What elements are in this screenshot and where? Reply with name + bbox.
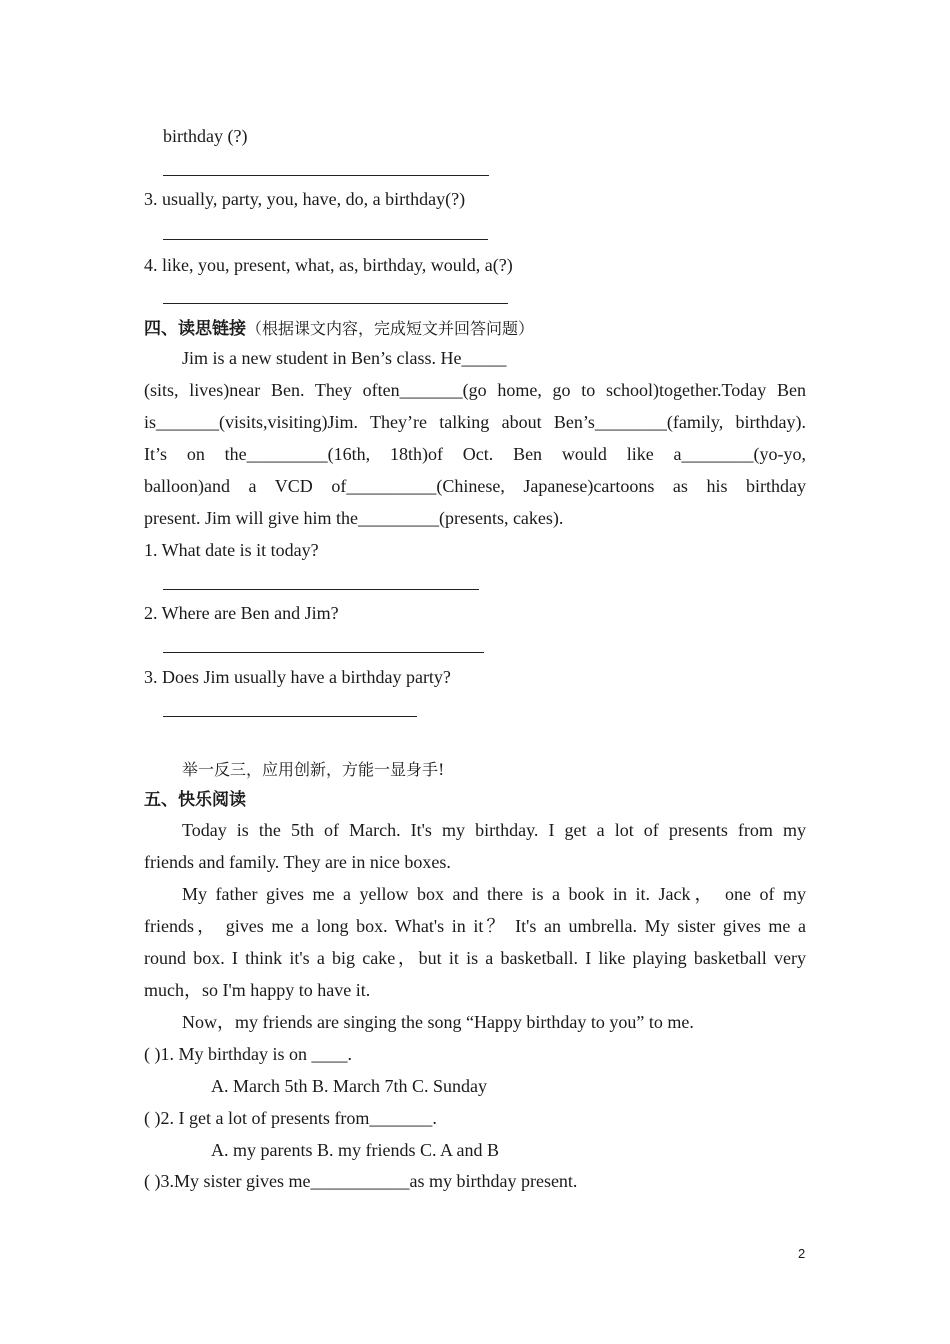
answer-line xyxy=(163,239,488,240)
passage-line: present. Jim will give him the_________(presents, cakes). xyxy=(144,508,564,528)
section-4-note: （根据课文内容，完成短文并回答问题） xyxy=(246,319,535,338)
mc-options-2: A. my parents B. my friends C. A and B xyxy=(211,1140,499,1160)
reading-line: My father gives me a yellow box and there is a book in it. Jack， one of my xyxy=(182,884,806,904)
answer-line xyxy=(163,716,417,717)
passage-line: (sits, lives)near Ben. They often_______(go home, go to school)together.Today Ben xyxy=(144,380,806,400)
mc-question-1: ( )1. My birthday is on ____. xyxy=(144,1044,352,1064)
reading-line: Now，my friends are singing the song “Happy birthday to you” to me. xyxy=(182,1012,694,1032)
passage-line: is_______(visits,visiting)Jim. They’re talking about Ben’s________(family, birthday). xyxy=(144,412,806,432)
item-2-continuation: birthday (?) xyxy=(163,126,248,146)
passage-line: It’s on the_________(16th, 18th)of Oct. Ben would like a________(yo-yo, xyxy=(144,444,806,464)
question-2: 2. Where are Ben and Jim? xyxy=(144,603,339,623)
mc-question-2: ( )2. I get a lot of presents from_______. xyxy=(144,1108,437,1128)
answer-line xyxy=(163,652,484,653)
mc-question-3: ( )3.My sister gives me___________as my birthday present. xyxy=(144,1171,578,1191)
answer-line xyxy=(163,589,479,590)
section-5-heading: 五、快乐阅读 xyxy=(144,790,246,810)
reading-line: round box. I think it's a big cake，but it is a basketball. I like playing basketball very xyxy=(144,948,806,968)
question-3: 3. Does Jim usually have a birthday party? xyxy=(144,667,451,687)
section-4-title: 四、读思链接 xyxy=(144,319,246,339)
mc-options-1: A. March 5th B. March 7th C. Sunday xyxy=(211,1076,487,1096)
item-4: 4. like, you, present, what, as, birthday, would, a(?) xyxy=(144,255,513,275)
passage-line: Jim is a new student in Ben’s class. He_____ xyxy=(182,348,507,368)
passage-line: balloon)and a VCD of__________(Chinese, Japanese)cartoons as his birthday xyxy=(144,476,806,496)
page-number: 2 xyxy=(798,1246,806,1261)
section-4-heading xyxy=(144,316,534,341)
reading-line: friends and family. They are in nice boxes. xyxy=(144,852,451,872)
reading-line: friends， gives me a long box. What's in it？ It's an umbrella. My sister gives me a xyxy=(144,916,806,936)
item-3: 3. usually, party, you, have, do, a birthday(?) xyxy=(144,189,466,209)
answer-line xyxy=(163,303,508,304)
reading-line: Today is the 5th of March. It's my birthday. I get a lot of presents from my xyxy=(182,820,806,840)
reading-line: much，so I'm happy to have it. xyxy=(144,980,371,1000)
answer-line xyxy=(163,175,489,176)
question-1: 1. What date is it today? xyxy=(144,540,319,560)
motto: 举一反三，应用创新，方能一显身手! xyxy=(182,760,445,779)
